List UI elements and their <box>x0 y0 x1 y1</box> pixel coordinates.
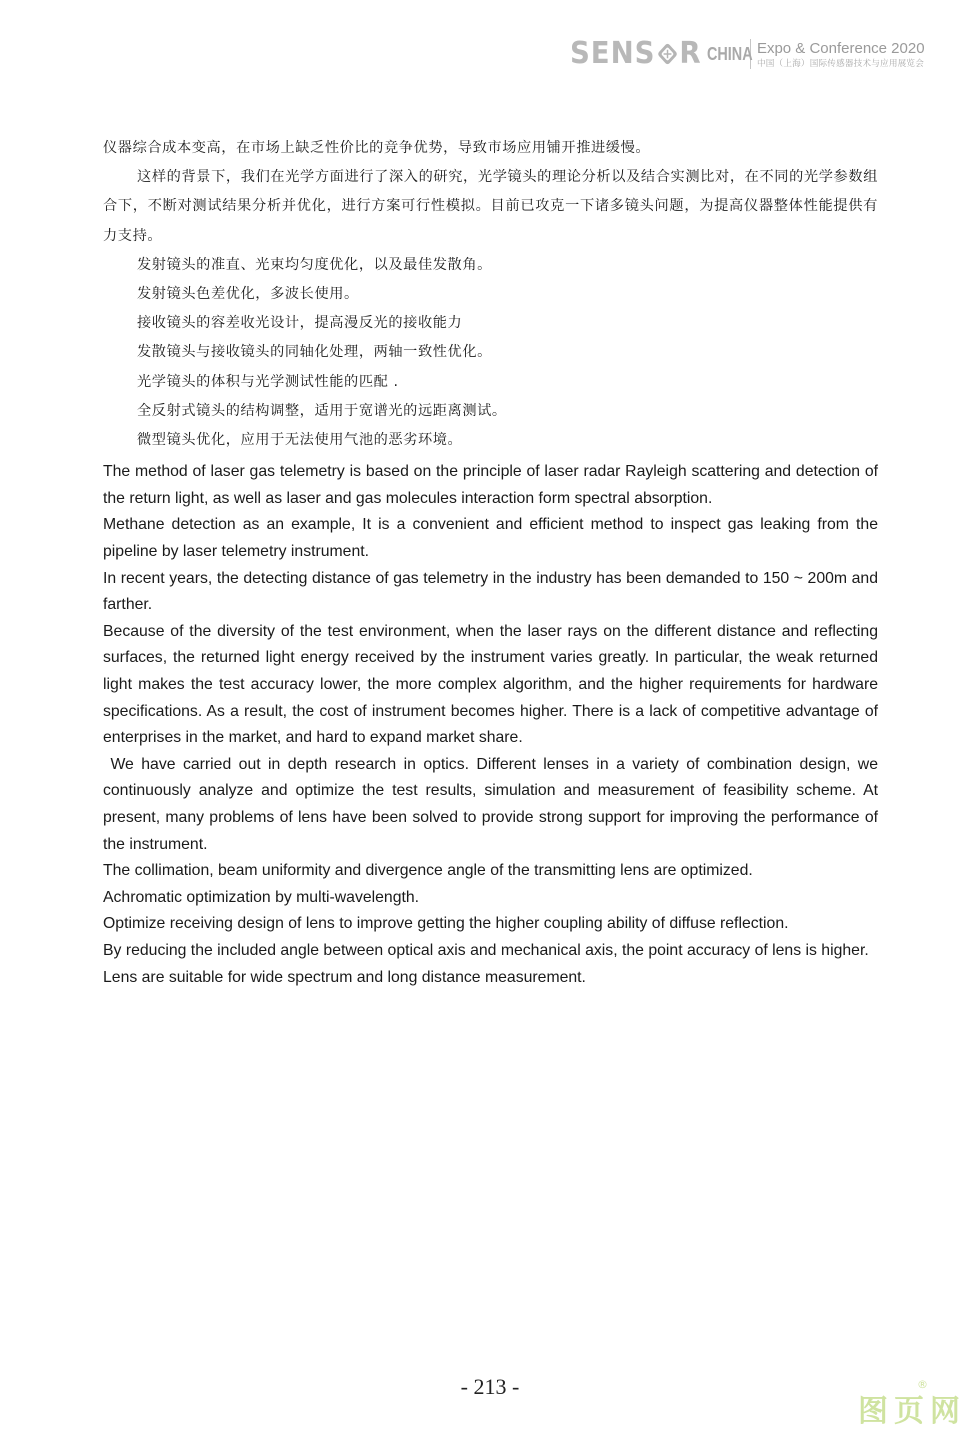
en-paragraph: Methane detection as an example, It is a convenient and efficient method to inspect gas leaking from the pipeline by laser telemetry instrument. <box>103 516 878 561</box>
registered-mark: ® <box>917 1378 928 1391</box>
page-number: - 213 - <box>460 1374 520 1399</box>
logo-text-sens: SENS <box>570 36 656 71</box>
cn-list-item: 发射镜头的准直、光束均匀度优化，以及最佳发散角。 <box>137 256 492 273</box>
sensor-chip-icon <box>656 42 678 66</box>
expo-title: Expo & Conference 2020 <box>756 39 925 57</box>
en-paragraph: Lens are suitable for wide spectrum and long distance measurement. <box>103 968 586 986</box>
cn-list-item: 光学镜头的体积与光学测试性能的匹配 . <box>137 373 399 390</box>
en-paragraph: The method of laser gas telemetry is based on the principle of laser radar Rayleigh scattering and detection of the return light, as well as laser and gas molecules interaction form spectral absorption. <box>103 463 878 507</box>
logo-text-r: R <box>679 36 702 71</box>
en-paragraph: Because of the diversity of the test environment, when the laser rays on the different distance and reflecting surfaces, the returned light energy received by the instrument varies greatly. In particular, the weak returned light makes the test accuracy lower, the more complex algorithm, and the higher requirements for hardware specifications. As a result, the cost of instrument becomes higher. There is a lack of competitive advantage of enterprises in the market, and hard to expand market share. <box>103 622 878 747</box>
en-paragraph: By reducing the included angle between optical axis and mechanical axis, the point accuracy of lens is higher. <box>103 941 869 959</box>
cn-list-item: 微型镜头优化，应用于无法使用气池的恶劣环境。 <box>137 432 463 449</box>
watermark-logo: 图页网 <box>858 1394 966 1429</box>
cn-paragraph-continuation: 仪器综合成本变高，在市场上缺乏性价比的竞争优势，导致市场应用铺开推进缓慢。 <box>103 140 651 156</box>
cn-list-item: 发散镜头与接收镜头的同轴化处理，两轴一致性优化。 <box>137 344 492 361</box>
page-body <box>103 134 883 991</box>
en-paragraph: In recent years, the detecting distance of gas telemetry in the industry has been demanded to 150 ~ 200m and farther. <box>103 569 878 614</box>
en-paragraph: Optimize receiving design of lens to improve getting the higher coupling ability of diffuse reflection. <box>103 915 789 933</box>
cn-list-item: 接收镜头的容差收光设计，提高漫反光的接收能力 <box>137 315 463 332</box>
english-section <box>103 459 883 991</box>
cn-list-item: 全反射式镜头的结构调整，适用于宽谱光的远距离测试。 <box>137 402 507 419</box>
cn-item-list <box>103 251 878 455</box>
sensor-china-logo <box>570 36 702 71</box>
cn-paragraph-background: 这样的背景下，我们在光学方面进行了深入的研究，光学镜头的理论分析以及结合实测比对，在不同的光学参数组合下，不断对测试结果分析并优化，进行方案可行性模拟。目前已攻克一下诸多镜头问题，为提高仪器整体性能提供有力支持。 <box>103 169 878 244</box>
expo-subtitle-cn: 中国（上海）国际传感器技术与应用展览会 <box>756 57 925 68</box>
en-paragraph: The collimation, beam uniformity and divergence angle of the transmitting lens are optimized. <box>103 862 753 880</box>
en-paragraph: Achromatic optimization by multi-wavelength. <box>103 888 420 906</box>
cn-list-item: 发射镜头色差优化，多波长使用。 <box>137 286 359 303</box>
page-header <box>570 36 925 72</box>
logo-text-china: CHINA <box>706 43 753 64</box>
en-paragraph: We have carried out in depth research in optics. Different lenses in a variety of combination design, we continuously analyze and optimize the test results, simulation and measurement of feasibility scheme. At present, many problems of lens have been solved to provide strong support for improving the performance of the instrument. <box>103 755 883 853</box>
